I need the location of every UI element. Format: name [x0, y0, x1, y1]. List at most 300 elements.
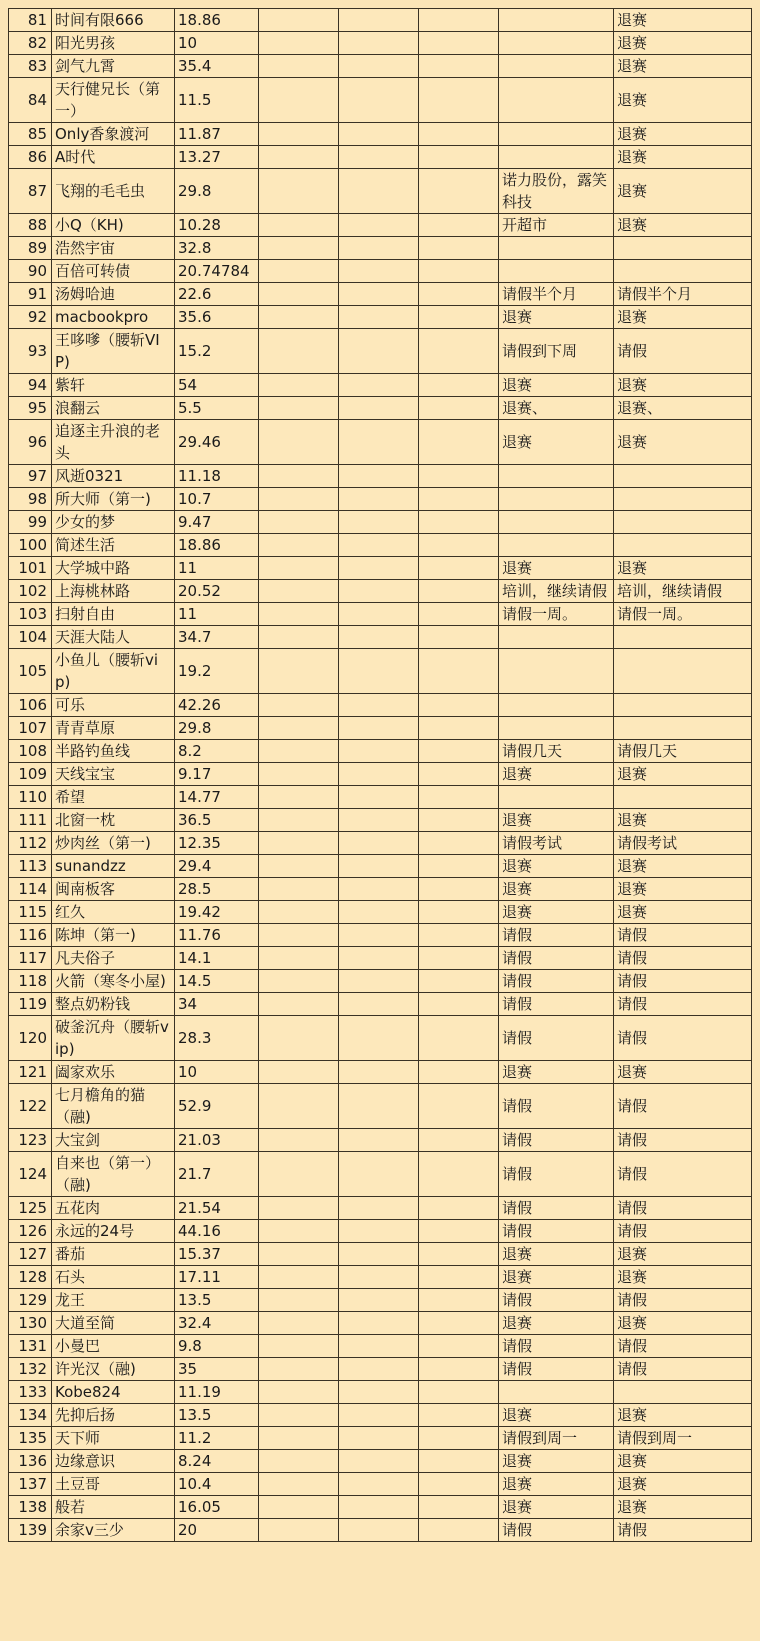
name-cell[interactable]: A时代 [52, 146, 175, 169]
empty-cell[interactable] [339, 717, 419, 740]
row-number-cell[interactable]: 128 [9, 1266, 52, 1289]
name-cell[interactable]: 天线宝宝 [52, 763, 175, 786]
note-cell[interactable]: 请假一周。 [499, 603, 614, 626]
empty-cell[interactable] [259, 603, 339, 626]
note-cell[interactable] [499, 260, 614, 283]
status-cell[interactable] [614, 786, 752, 809]
empty-cell[interactable] [419, 465, 499, 488]
empty-cell[interactable] [259, 55, 339, 78]
row-number-cell[interactable]: 89 [9, 237, 52, 260]
value-cell[interactable]: 35 [175, 1358, 259, 1381]
empty-cell[interactable] [259, 1084, 339, 1129]
value-cell[interactable]: 19.42 [175, 901, 259, 924]
row-number-cell[interactable]: 125 [9, 1197, 52, 1220]
row-number-cell[interactable]: 113 [9, 855, 52, 878]
value-cell[interactable]: 8.24 [175, 1450, 259, 1473]
row-number-cell[interactable]: 129 [9, 1289, 52, 1312]
status-cell[interactable]: 退赛 [614, 901, 752, 924]
name-cell[interactable]: 汤姆哈迪 [52, 283, 175, 306]
name-cell[interactable]: 风逝0321 [52, 465, 175, 488]
name-cell[interactable]: 余家v三少 [52, 1519, 175, 1542]
empty-cell[interactable] [339, 1312, 419, 1335]
name-cell[interactable]: 阖家欢乐 [52, 1061, 175, 1084]
status-cell[interactable]: 请假 [614, 970, 752, 993]
note-cell[interactable]: 退赛 [499, 1061, 614, 1084]
empty-cell[interactable] [419, 580, 499, 603]
empty-cell[interactable] [419, 1519, 499, 1542]
status-cell[interactable] [614, 260, 752, 283]
row-number-cell[interactable]: 100 [9, 534, 52, 557]
value-cell[interactable]: 13.27 [175, 146, 259, 169]
value-cell[interactable]: 29.8 [175, 717, 259, 740]
empty-cell[interactable] [259, 534, 339, 557]
row-number-cell[interactable]: 123 [9, 1129, 52, 1152]
name-cell[interactable]: 龙王 [52, 1289, 175, 1312]
empty-cell[interactable] [419, 1427, 499, 1450]
empty-cell[interactable] [419, 878, 499, 901]
row-number-cell[interactable]: 121 [9, 1061, 52, 1084]
empty-cell[interactable] [419, 809, 499, 832]
value-cell[interactable]: 22.6 [175, 283, 259, 306]
empty-cell[interactable] [339, 763, 419, 786]
status-cell[interactable] [614, 626, 752, 649]
empty-cell[interactable] [339, 832, 419, 855]
value-cell[interactable]: 36.5 [175, 809, 259, 832]
value-cell[interactable]: 44.16 [175, 1220, 259, 1243]
empty-cell[interactable] [259, 786, 339, 809]
empty-cell[interactable] [339, 1061, 419, 1084]
value-cell[interactable]: 21.7 [175, 1152, 259, 1197]
empty-cell[interactable] [339, 1404, 419, 1427]
empty-cell[interactable] [339, 1450, 419, 1473]
note-cell[interactable]: 退赛 [499, 1312, 614, 1335]
status-cell[interactable]: 退赛 [614, 9, 752, 32]
note-cell[interactable]: 诺力股份，露笑科技 [499, 169, 614, 214]
empty-cell[interactable] [419, 763, 499, 786]
status-cell[interactable] [614, 488, 752, 511]
name-cell[interactable]: 大学城中路 [52, 557, 175, 580]
value-cell[interactable]: 29.8 [175, 169, 259, 214]
note-cell[interactable]: 请假 [499, 1197, 614, 1220]
value-cell[interactable]: 5.5 [175, 397, 259, 420]
note-cell[interactable]: 请假 [499, 1016, 614, 1061]
name-cell[interactable]: Kobe824 [52, 1381, 175, 1404]
empty-cell[interactable] [419, 55, 499, 78]
empty-cell[interactable] [419, 1312, 499, 1335]
value-cell[interactable]: 42.26 [175, 694, 259, 717]
note-cell[interactable] [499, 786, 614, 809]
status-cell[interactable]: 退赛 [614, 123, 752, 146]
status-cell[interactable]: 请假 [614, 329, 752, 374]
note-cell[interactable]: 培训，继续请假 [499, 580, 614, 603]
value-cell[interactable]: 13.5 [175, 1289, 259, 1312]
status-cell[interactable]: 退赛 [614, 809, 752, 832]
note-cell[interactable]: 退赛 [499, 420, 614, 465]
empty-cell[interactable] [259, 329, 339, 374]
name-cell[interactable]: 小鱼儿（腰斩vip) [52, 649, 175, 694]
row-number-cell[interactable]: 134 [9, 1404, 52, 1427]
row-number-cell[interactable]: 117 [9, 947, 52, 970]
status-cell[interactable]: 退赛 [614, 1473, 752, 1496]
value-cell[interactable]: 9.8 [175, 1335, 259, 1358]
status-cell[interactable]: 退赛 [614, 169, 752, 214]
note-cell[interactable]: 请假 [499, 1220, 614, 1243]
row-number-cell[interactable]: 105 [9, 649, 52, 694]
row-number-cell[interactable]: 138 [9, 1496, 52, 1519]
value-cell[interactable]: 35.6 [175, 306, 259, 329]
empty-cell[interactable] [339, 557, 419, 580]
note-cell[interactable] [499, 534, 614, 557]
note-cell[interactable]: 退赛 [499, 763, 614, 786]
value-cell[interactable]: 11 [175, 603, 259, 626]
empty-cell[interactable] [419, 1016, 499, 1061]
row-number-cell[interactable]: 88 [9, 214, 52, 237]
empty-cell[interactable] [339, 993, 419, 1016]
value-cell[interactable]: 54 [175, 374, 259, 397]
row-number-cell[interactable]: 127 [9, 1243, 52, 1266]
empty-cell[interactable] [259, 32, 339, 55]
empty-cell[interactable] [419, 260, 499, 283]
empty-cell[interactable] [339, 947, 419, 970]
row-number-cell[interactable]: 130 [9, 1312, 52, 1335]
note-cell[interactable]: 请假 [499, 1152, 614, 1197]
note-cell[interactable]: 开超市 [499, 214, 614, 237]
empty-cell[interactable] [339, 580, 419, 603]
empty-cell[interactable] [259, 580, 339, 603]
row-number-cell[interactable]: 106 [9, 694, 52, 717]
name-cell[interactable]: 上海桃林路 [52, 580, 175, 603]
empty-cell[interactable] [419, 123, 499, 146]
note-cell[interactable]: 退赛 [499, 1473, 614, 1496]
empty-cell[interactable] [259, 557, 339, 580]
note-cell[interactable] [499, 626, 614, 649]
note-cell[interactable]: 退赛 [499, 306, 614, 329]
name-cell[interactable]: 可乐 [52, 694, 175, 717]
empty-cell[interactable] [259, 1450, 339, 1473]
value-cell[interactable]: 12.35 [175, 832, 259, 855]
value-cell[interactable]: 10.4 [175, 1473, 259, 1496]
empty-cell[interactable] [419, 488, 499, 511]
note-cell[interactable] [499, 511, 614, 534]
empty-cell[interactable] [339, 1358, 419, 1381]
empty-cell[interactable] [339, 901, 419, 924]
status-cell[interactable] [614, 465, 752, 488]
value-cell[interactable]: 18.86 [175, 534, 259, 557]
empty-cell[interactable] [259, 465, 339, 488]
empty-cell[interactable] [259, 1358, 339, 1381]
empty-cell[interactable] [419, 1243, 499, 1266]
status-cell[interactable]: 培训，继续请假 [614, 580, 752, 603]
note-cell[interactable]: 退赛 [499, 374, 614, 397]
value-cell[interactable]: 14.5 [175, 970, 259, 993]
note-cell[interactable]: 请假几天 [499, 740, 614, 763]
empty-cell[interactable] [259, 78, 339, 123]
value-cell[interactable]: 16.05 [175, 1496, 259, 1519]
empty-cell[interactable] [419, 420, 499, 465]
empty-cell[interactable] [259, 855, 339, 878]
empty-cell[interactable] [339, 626, 419, 649]
row-number-cell[interactable]: 104 [9, 626, 52, 649]
note-cell[interactable]: 请假到下周 [499, 329, 614, 374]
name-cell[interactable]: 石头 [52, 1266, 175, 1289]
name-cell[interactable]: 青青草原 [52, 717, 175, 740]
status-cell[interactable]: 退赛 [614, 374, 752, 397]
empty-cell[interactable] [339, 488, 419, 511]
status-cell[interactable] [614, 534, 752, 557]
row-number-cell[interactable]: 133 [9, 1381, 52, 1404]
value-cell[interactable]: 10 [175, 1061, 259, 1084]
empty-cell[interactable] [259, 1335, 339, 1358]
note-cell[interactable] [499, 32, 614, 55]
row-number-cell[interactable]: 96 [9, 420, 52, 465]
status-cell[interactable]: 请假 [614, 1220, 752, 1243]
empty-cell[interactable] [259, 488, 339, 511]
empty-cell[interactable] [419, 855, 499, 878]
status-cell[interactable]: 请假 [614, 1129, 752, 1152]
empty-cell[interactable] [259, 924, 339, 947]
empty-cell[interactable] [419, 993, 499, 1016]
empty-cell[interactable] [419, 329, 499, 374]
note-cell[interactable]: 退赛 [499, 1243, 614, 1266]
value-cell[interactable]: 11.76 [175, 924, 259, 947]
empty-cell[interactable] [259, 1152, 339, 1197]
empty-cell[interactable] [419, 283, 499, 306]
note-cell[interactable]: 请假 [499, 1358, 614, 1381]
empty-cell[interactable] [259, 397, 339, 420]
name-cell[interactable]: 整点奶粉钱 [52, 993, 175, 1016]
status-cell[interactable] [614, 694, 752, 717]
empty-cell[interactable] [339, 374, 419, 397]
status-cell[interactable]: 请假 [614, 1084, 752, 1129]
name-cell[interactable]: 大宝剑 [52, 1129, 175, 1152]
value-cell[interactable]: 32.8 [175, 237, 259, 260]
row-number-cell[interactable]: 120 [9, 1016, 52, 1061]
empty-cell[interactable] [259, 1129, 339, 1152]
empty-cell[interactable] [339, 214, 419, 237]
empty-cell[interactable] [339, 1266, 419, 1289]
row-number-cell[interactable]: 115 [9, 901, 52, 924]
empty-cell[interactable] [419, 603, 499, 626]
empty-cell[interactable] [259, 306, 339, 329]
row-number-cell[interactable]: 124 [9, 1152, 52, 1197]
status-cell[interactable]: 请假 [614, 993, 752, 1016]
empty-cell[interactable] [419, 1381, 499, 1404]
name-cell[interactable]: 闽南板客 [52, 878, 175, 901]
empty-cell[interactable] [339, 1084, 419, 1129]
name-cell[interactable]: Only香象渡河 [52, 123, 175, 146]
status-cell[interactable]: 退赛 [614, 1243, 752, 1266]
empty-cell[interactable] [339, 1220, 419, 1243]
empty-cell[interactable] [419, 1358, 499, 1381]
row-number-cell[interactable]: 126 [9, 1220, 52, 1243]
row-number-cell[interactable]: 109 [9, 763, 52, 786]
name-cell[interactable]: sunandzz [52, 855, 175, 878]
status-cell[interactable]: 退赛 [614, 214, 752, 237]
value-cell[interactable]: 21.03 [175, 1129, 259, 1152]
empty-cell[interactable] [419, 694, 499, 717]
name-cell[interactable]: 所大师（第一) [52, 488, 175, 511]
status-cell[interactable]: 退赛 [614, 146, 752, 169]
empty-cell[interactable] [339, 1197, 419, 1220]
name-cell[interactable]: 扫射自由 [52, 603, 175, 626]
empty-cell[interactable] [259, 970, 339, 993]
empty-cell[interactable] [419, 1129, 499, 1152]
note-cell[interactable]: 退赛 [499, 1450, 614, 1473]
empty-cell[interactable] [419, 9, 499, 32]
empty-cell[interactable] [259, 146, 339, 169]
value-cell[interactable]: 14.1 [175, 947, 259, 970]
value-cell[interactable]: 29.46 [175, 420, 259, 465]
note-cell[interactable] [499, 465, 614, 488]
status-cell[interactable]: 退赛 [614, 55, 752, 78]
value-cell[interactable]: 34 [175, 993, 259, 1016]
row-number-cell[interactable]: 110 [9, 786, 52, 809]
empty-cell[interactable] [339, 924, 419, 947]
status-cell[interactable]: 退赛 [614, 878, 752, 901]
empty-cell[interactable] [339, 1152, 419, 1197]
status-cell[interactable]: 请假一周。 [614, 603, 752, 626]
value-cell[interactable]: 10.7 [175, 488, 259, 511]
row-number-cell[interactable]: 108 [9, 740, 52, 763]
empty-cell[interactable] [259, 649, 339, 694]
row-number-cell[interactable]: 122 [9, 1084, 52, 1129]
empty-cell[interactable] [259, 1243, 339, 1266]
empty-cell[interactable] [419, 786, 499, 809]
status-cell[interactable]: 请假 [614, 1289, 752, 1312]
empty-cell[interactable] [259, 237, 339, 260]
empty-cell[interactable] [259, 832, 339, 855]
name-cell[interactable]: 天行健兄长（第一） [52, 78, 175, 123]
empty-cell[interactable] [339, 855, 419, 878]
value-cell[interactable]: 11.2 [175, 1427, 259, 1450]
name-cell[interactable]: 阳光男孩 [52, 32, 175, 55]
note-cell[interactable]: 请假 [499, 1084, 614, 1129]
row-number-cell[interactable]: 92 [9, 306, 52, 329]
empty-cell[interactable] [259, 260, 339, 283]
empty-cell[interactable] [339, 1473, 419, 1496]
empty-cell[interactable] [419, 1197, 499, 1220]
empty-cell[interactable] [419, 237, 499, 260]
name-cell[interactable]: 炒肉丝（第一) [52, 832, 175, 855]
empty-cell[interactable] [419, 740, 499, 763]
empty-cell[interactable] [339, 878, 419, 901]
empty-cell[interactable] [259, 1404, 339, 1427]
status-cell[interactable]: 请假半个月 [614, 283, 752, 306]
value-cell[interactable]: 13.5 [175, 1404, 259, 1427]
empty-cell[interactable] [419, 1335, 499, 1358]
name-cell[interactable]: 火箭（寒冬小屋) [52, 970, 175, 993]
status-cell[interactable]: 退赛 [614, 855, 752, 878]
value-cell[interactable]: 11.5 [175, 78, 259, 123]
empty-cell[interactable] [339, 1335, 419, 1358]
name-cell[interactable]: 自来也（第一）（融) [52, 1152, 175, 1197]
empty-cell[interactable] [339, 465, 419, 488]
name-cell[interactable]: 浪翻云 [52, 397, 175, 420]
note-cell[interactable]: 请假 [499, 993, 614, 1016]
note-cell[interactable]: 请假 [499, 1289, 614, 1312]
note-cell[interactable]: 退赛 [499, 878, 614, 901]
empty-cell[interactable] [259, 1220, 339, 1243]
note-cell[interactable] [499, 9, 614, 32]
value-cell[interactable]: 11.19 [175, 1381, 259, 1404]
name-cell[interactable]: macbookpro [52, 306, 175, 329]
status-cell[interactable]: 退赛 [614, 1061, 752, 1084]
name-cell[interactable]: 王哆嗲（腰斩VIP) [52, 329, 175, 374]
empty-cell[interactable] [259, 1473, 339, 1496]
empty-cell[interactable] [259, 1519, 339, 1542]
empty-cell[interactable] [339, 123, 419, 146]
empty-cell[interactable] [339, 237, 419, 260]
status-cell[interactable]: 请假 [614, 1335, 752, 1358]
empty-cell[interactable] [419, 1220, 499, 1243]
note-cell[interactable]: 请假到周一 [499, 1427, 614, 1450]
note-cell[interactable]: 退赛 [499, 809, 614, 832]
value-cell[interactable]: 19.2 [175, 649, 259, 694]
row-number-cell[interactable]: 112 [9, 832, 52, 855]
value-cell[interactable]: 21.54 [175, 1197, 259, 1220]
status-cell[interactable]: 请假 [614, 947, 752, 970]
empty-cell[interactable] [419, 78, 499, 123]
name-cell[interactable]: 飞翔的毛毛虫 [52, 169, 175, 214]
empty-cell[interactable] [419, 1084, 499, 1129]
status-cell[interactable] [614, 237, 752, 260]
note-cell[interactable]: 退赛 [499, 855, 614, 878]
row-number-cell[interactable]: 103 [9, 603, 52, 626]
empty-cell[interactable] [419, 649, 499, 694]
empty-cell[interactable] [259, 1266, 339, 1289]
row-number-cell[interactable]: 132 [9, 1358, 52, 1381]
empty-cell[interactable] [339, 260, 419, 283]
status-cell[interactable] [614, 511, 752, 534]
empty-cell[interactable] [419, 832, 499, 855]
status-cell[interactable]: 退赛 [614, 1450, 752, 1473]
empty-cell[interactable] [419, 947, 499, 970]
row-number-cell[interactable]: 87 [9, 169, 52, 214]
empty-cell[interactable] [259, 694, 339, 717]
note-cell[interactable]: 请假考试 [499, 832, 614, 855]
status-cell[interactable]: 请假 [614, 1358, 752, 1381]
empty-cell[interactable] [339, 146, 419, 169]
name-cell[interactable]: 北窗一枕 [52, 809, 175, 832]
empty-cell[interactable] [259, 9, 339, 32]
empty-cell[interactable] [419, 214, 499, 237]
empty-cell[interactable] [259, 420, 339, 465]
empty-cell[interactable] [419, 306, 499, 329]
name-cell[interactable]: 天涯大陆人 [52, 626, 175, 649]
empty-cell[interactable] [339, 970, 419, 993]
empty-cell[interactable] [339, 397, 419, 420]
note-cell[interactable] [499, 649, 614, 694]
status-cell[interactable] [614, 717, 752, 740]
empty-cell[interactable] [419, 626, 499, 649]
empty-cell[interactable] [339, 694, 419, 717]
empty-cell[interactable] [339, 1016, 419, 1061]
row-number-cell[interactable]: 99 [9, 511, 52, 534]
name-cell[interactable]: 边缘意识 [52, 1450, 175, 1473]
note-cell[interactable]: 退赛 [499, 557, 614, 580]
status-cell[interactable]: 请假 [614, 1519, 752, 1542]
empty-cell[interactable] [419, 397, 499, 420]
name-cell[interactable]: 先抑后扬 [52, 1404, 175, 1427]
status-cell[interactable]: 请假 [614, 1152, 752, 1197]
row-number-cell[interactable]: 97 [9, 465, 52, 488]
empty-cell[interactable] [419, 1496, 499, 1519]
status-cell[interactable]: 请假到周一 [614, 1427, 752, 1450]
value-cell[interactable]: 20 [175, 1519, 259, 1542]
status-cell[interactable]: 退赛 [614, 32, 752, 55]
name-cell[interactable]: 般若 [52, 1496, 175, 1519]
value-cell[interactable]: 52.9 [175, 1084, 259, 1129]
